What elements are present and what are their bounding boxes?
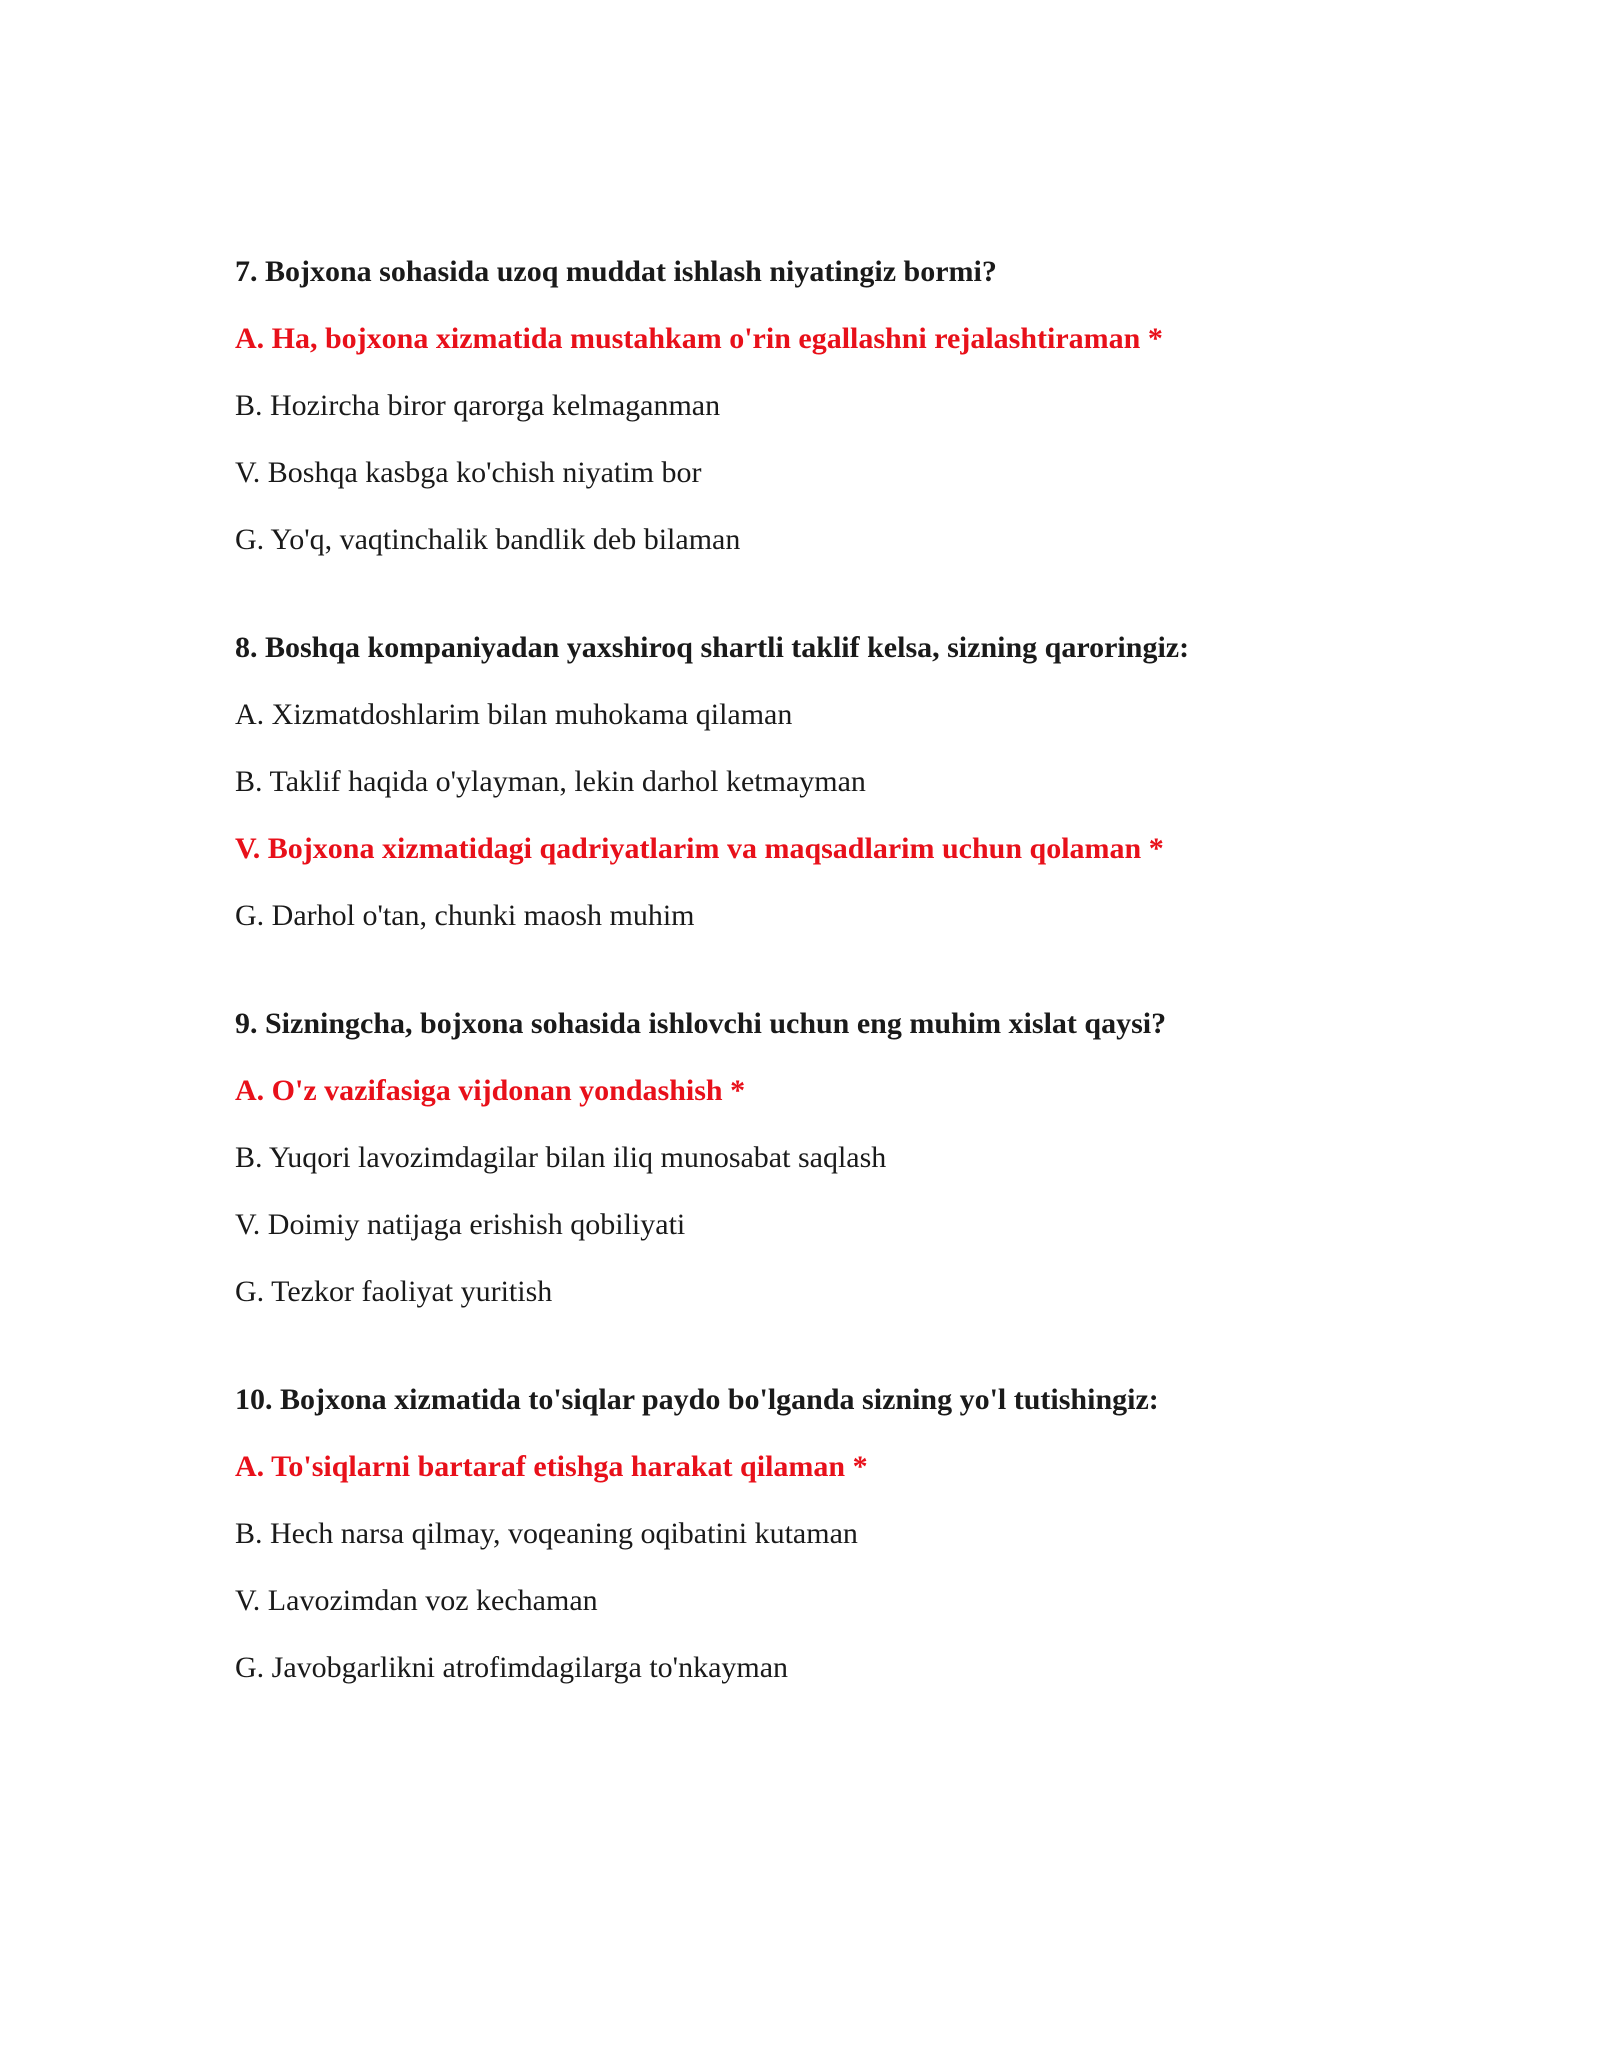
answer-option: A. Xizmatdoshlarim bilan muhokama qilaman	[235, 698, 793, 731]
answer-option: G. Javobgarlikni atrofimdagilarga to'nkayman	[235, 1651, 789, 1684]
answer-option-correct: A. To'siqlarni bartaraf etishga harakat qilaman *	[235, 1450, 868, 1483]
answer-option: B. Yuqori lavozimdagilar bilan iliq munosabat saqlash	[235, 1141, 887, 1174]
question-block	[235, 1004, 1435, 1312]
answer-option-correct: A. O'z vazifasiga vijdonan yondashish *	[235, 1074, 746, 1107]
answer-option: V. Doimiy natijaga erishish qobiliyati	[235, 1208, 686, 1241]
question-title: 7. Bojxona sohasida uzoq muddat ishlash niyatingiz bormi?	[235, 255, 997, 288]
answer-option: B. Taklif haqida o'ylayman, lekin darhol ketmayman	[235, 765, 866, 798]
answer-option: G. Tezkor faoliyat yuritish	[235, 1275, 553, 1308]
answer-option: V. Lavozimdan voz kechaman	[235, 1584, 598, 1617]
answer-option: G. Darhol o'tan, chunki maosh muhim	[235, 899, 695, 932]
answer-option-correct: A. Ha, bojxona xizmatida mustahkam o'rin egallashni rejalashtiraman *	[235, 322, 1163, 355]
question-title: 10. Bojxona xizmatida to'siqlar paydo bo'lganda sizning yo'l tutishingiz:	[235, 1383, 1159, 1416]
question-title: 8. Boshqa kompaniyadan yaxshiroq shartli taklif kelsa, sizning qaroringiz:	[235, 631, 1190, 664]
question-block	[235, 1380, 1435, 1688]
answer-option: B. Hech narsa qilmay, voqeaning oqibatini kutaman	[235, 1517, 858, 1550]
question-title: 9. Sizningcha, bojxona sohasida ishlovchi uchun eng muhim xislat qaysi?	[235, 1007, 1167, 1040]
answer-option: G. Yo'q, vaqtinchalik bandlik deb bilaman	[235, 523, 741, 556]
question-block	[235, 628, 1435, 936]
quiz-content	[235, 252, 1435, 1715]
answer-option: V. Boshqa kasbga ko'chish niyatim bor	[235, 456, 702, 489]
answer-option: B. Hozircha biror qarorga kelmaganman	[235, 389, 721, 422]
answer-option-correct: V. Bojxona xizmatidagi qadriyatlarim va maqsadlarim uchun qolaman *	[235, 832, 1164, 865]
question-block	[235, 252, 1435, 560]
